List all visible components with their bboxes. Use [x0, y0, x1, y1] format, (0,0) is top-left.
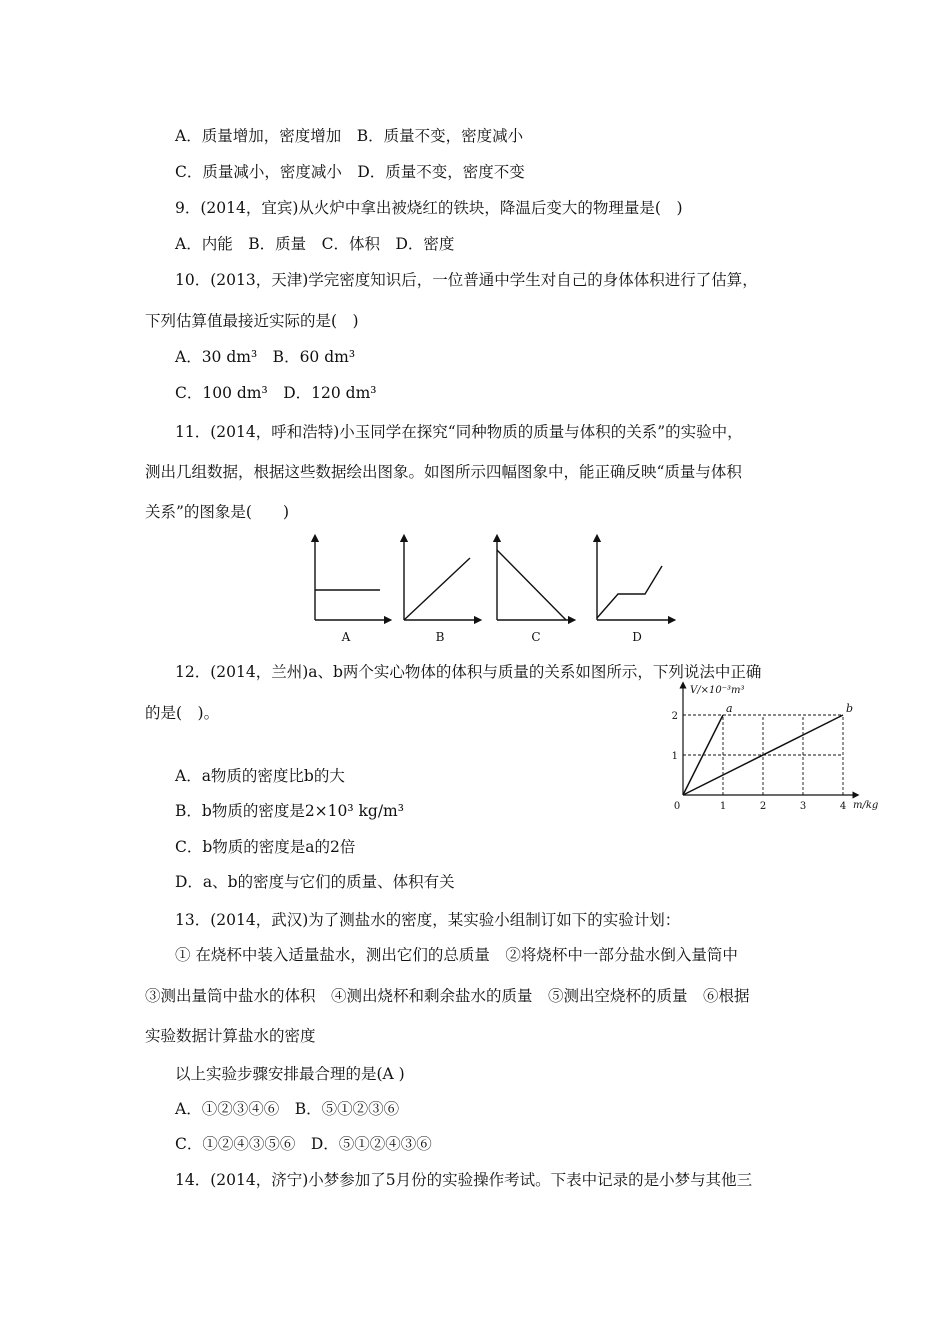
q11-stem-2: 测出几组数据，根据这些数据绘出图象。如图所示四幅图象中，能正确反映“质量与体积	[145, 463, 742, 481]
q11-graphs	[300, 528, 680, 650]
q11-stem-3: 关系”的图象是( )	[145, 503, 290, 521]
q13-stem: 13．(2014，武汉)为了测盐水的密度，某实验小组制订如下的实验计划：	[175, 911, 681, 929]
q12-option-a: A．a物质的密度比b的大	[175, 767, 345, 785]
q12-stem-1: 12．(2014，兰州)a、b两个实心物体的体积与质量的关系如图所示，下列说法中正确	[175, 663, 762, 681]
q10-stem-2: 下列估算值最接近实际的是( )	[145, 312, 359, 330]
q12-x-tick: 3	[799, 801, 807, 812]
q13-step-line-2: ③测出量筒中盐水的体积 ④测出烧杯和剩余盐水的质量 ⑤测出空烧杯的质量 ⑥根据	[145, 987, 750, 1005]
q8-options-ab: A．质量增加，密度增加 B．质量不变，密度减小	[175, 127, 524, 145]
q12-series-lines	[683, 702, 853, 795]
q11-graph-label-b: B	[435, 630, 445, 644]
q12-y-tick: 1	[671, 751, 678, 762]
q11-graph-label-c: C	[531, 630, 541, 644]
q11-graph-label-d: D	[632, 630, 642, 644]
q11-graph-c	[497, 538, 572, 620]
q12-volume-mass-chart	[660, 680, 890, 815]
q13-question: 以上实验步骤安排最合理的是(A )	[175, 1065, 405, 1083]
q13-options-ab: A．①②③④⑥ B．⑤①②③⑥	[175, 1100, 400, 1118]
q12-stem-2: 的是( )。	[145, 704, 220, 722]
q11-graph-b	[404, 538, 478, 620]
q12-x-tick: 4	[839, 801, 847, 812]
q8-options-cd: C．质量减小，密度减小 D．质量不变，密度不变	[175, 163, 525, 181]
q12-x-tick: 1	[719, 801, 727, 812]
q9-stem: 9．(2014，宜宾)从火炉中拿出被烧红的铁块，降温后变大的物理量是( )	[175, 199, 683, 217]
q10-options-ab: A．30 dm³ B．60 dm³	[175, 348, 356, 366]
q12-x-tick: 2	[759, 801, 767, 812]
q12-series-label-a: a	[726, 702, 733, 715]
q12-y-tick: 2	[671, 711, 678, 722]
q11-graph-d	[597, 538, 672, 620]
q12-option-b: B．b物质的密度是2×10³ kg/m³	[175, 802, 404, 820]
q11-graph-a	[315, 538, 388, 620]
q10-stem-1: 10．(2013，天津)学完密度知识后，一位普通中学生对自己的身体体积进行了估算，	[175, 271, 758, 289]
q13-options-cd: C．①②④③⑤⑥ D．⑤①②④③⑥	[175, 1135, 432, 1153]
q12-option-c: C．b物质的密度是a的2倍	[175, 838, 356, 856]
q11-stem-1: 11．(2014，呼和浩特)小玉同学在探究“同种物质的质量与体积的关系”的实验中，	[175, 423, 743, 441]
q9-options: A．内能 B．质量 C．体积 D．密度	[175, 235, 455, 253]
q12-y-axis-label: V/×10⁻³m³	[690, 685, 745, 696]
q14-stem: 14．(2014，济宁)小梦参加了5月份的实验操作考试。下表中记录的是小梦与其他三	[175, 1171, 753, 1189]
q12-x-axis-label: m/kg	[853, 800, 879, 811]
q12-option-d: D．a、b的密度与它们的质量、体积有关	[175, 873, 455, 891]
q10-options-cd: C．100 dm³ D．120 dm³	[175, 384, 377, 402]
q13-step-line-3: 实验数据计算盐水的密度	[145, 1027, 316, 1045]
q13-step-line-1: ① 在烧杯中装入适量盐水，测出它们的总质量 ②将烧杯中一部分盐水倒入量筒中	[175, 946, 738, 964]
q11-graph-label-a: A	[341, 630, 351, 644]
q12-x-tick: 0	[673, 801, 681, 812]
q12-series-label-b: b	[846, 702, 854, 715]
